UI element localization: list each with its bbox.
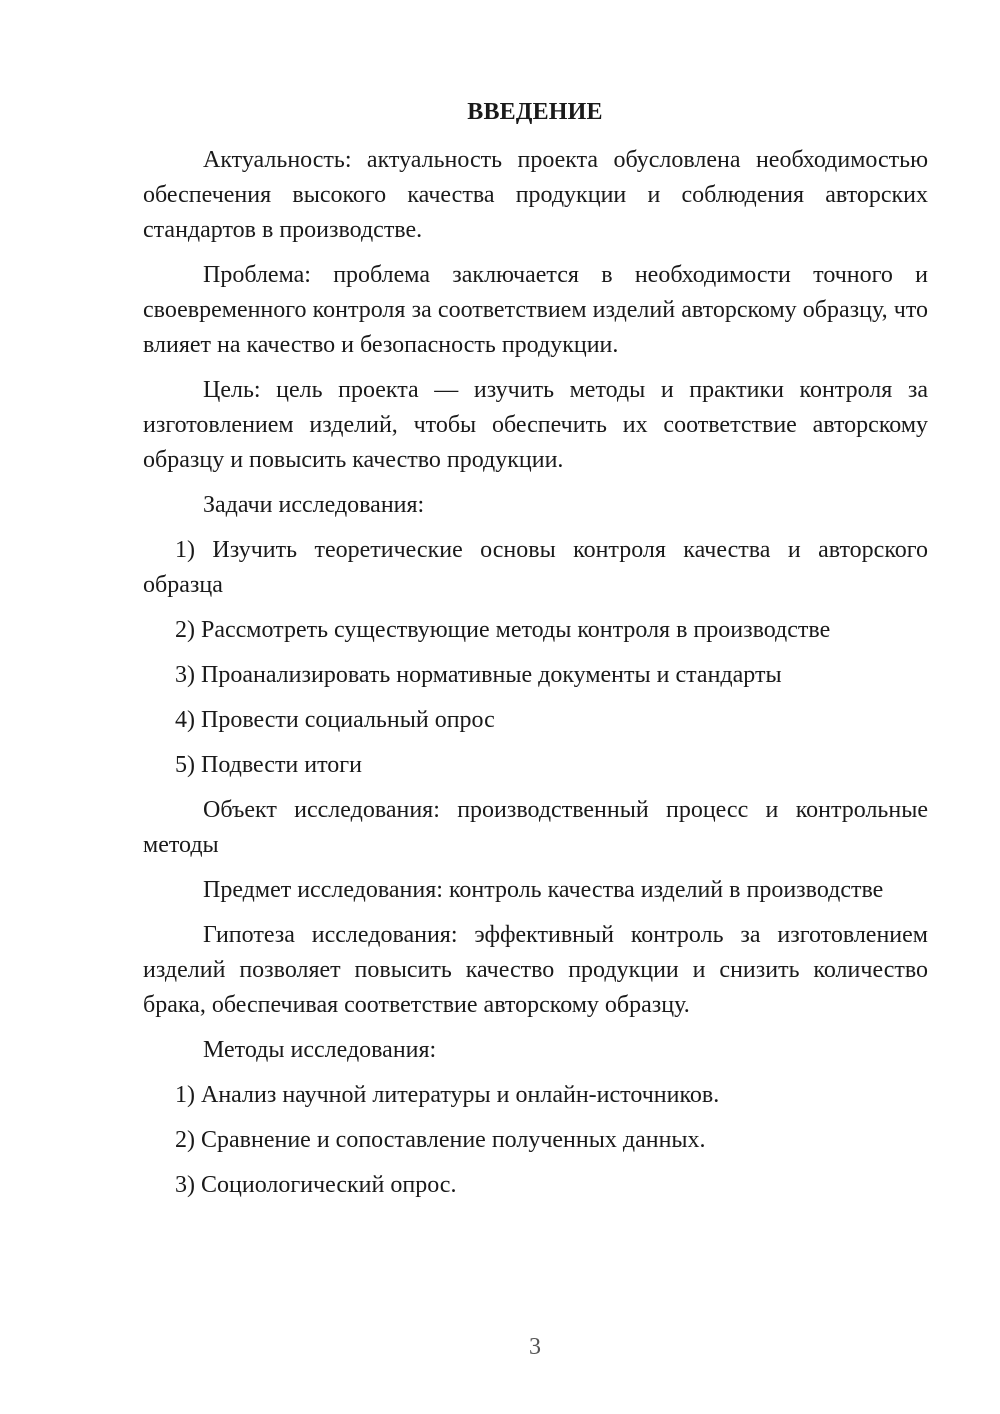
list-item: 5) Подвести итоги (175, 752, 362, 778)
paragraph-subject: Предмет исследования: контроль качества изделий в производстве (203, 877, 884, 903)
document-body (143, 143, 928, 1213)
tasks-heading: Задачи исследования: (203, 492, 425, 518)
paragraph-problem: Проблема: проблема заключается в необходимости точного и своевременного контроля за соответствием изделий авторскому образцу, что влияет на качество и безопасность продукции. (143, 262, 928, 358)
paragraph-object: Объект исследования: производственный процесс и контрольные методы (143, 797, 928, 858)
paragraph-goal: Цель: цель проекта — изучить методы и практики контроля за изготовлением изделий, чтобы обеспечить их соответствие авторскому образцу и повысить качество продукции. (143, 377, 928, 473)
paragraph-hypothesis: Гипотеза исследования: эффективный контроль за изготовлением изделий позволяет повысить качество продукции и снизить количество брака, обеспечивая соответствие авторскому образцу. (143, 922, 928, 1018)
page-title: ВВЕДЕНИЕ (467, 99, 603, 125)
list-item: 2) Рассмотреть существующие методы контроля в производстве (175, 617, 831, 643)
tasks-list (143, 533, 928, 783)
list-item: 1) Изучить теоретические основы контроля качества и авторского образца (143, 537, 928, 598)
methods-list (143, 1078, 928, 1203)
list-item: 4) Провести социальный опрос (175, 707, 495, 733)
list-item: 3) Социологический опрос. (175, 1172, 457, 1198)
list-item: 3) Проанализировать нормативные документы и стандарты (175, 662, 782, 688)
list-item: 2) Сравнение и сопоставление полученных данных. (175, 1127, 706, 1153)
methods-heading: Методы исследования: (203, 1037, 437, 1063)
list-item: 1) Анализ научной литературы и онлайн-источников. (175, 1082, 720, 1108)
paragraph-relevance: Актуальность: актуальность проекта обусловлена необходимостью обеспечения высокого качества продукции и соблюдения авторских стандартов в производстве. (143, 147, 928, 243)
page-number: 3 (529, 1334, 541, 1360)
